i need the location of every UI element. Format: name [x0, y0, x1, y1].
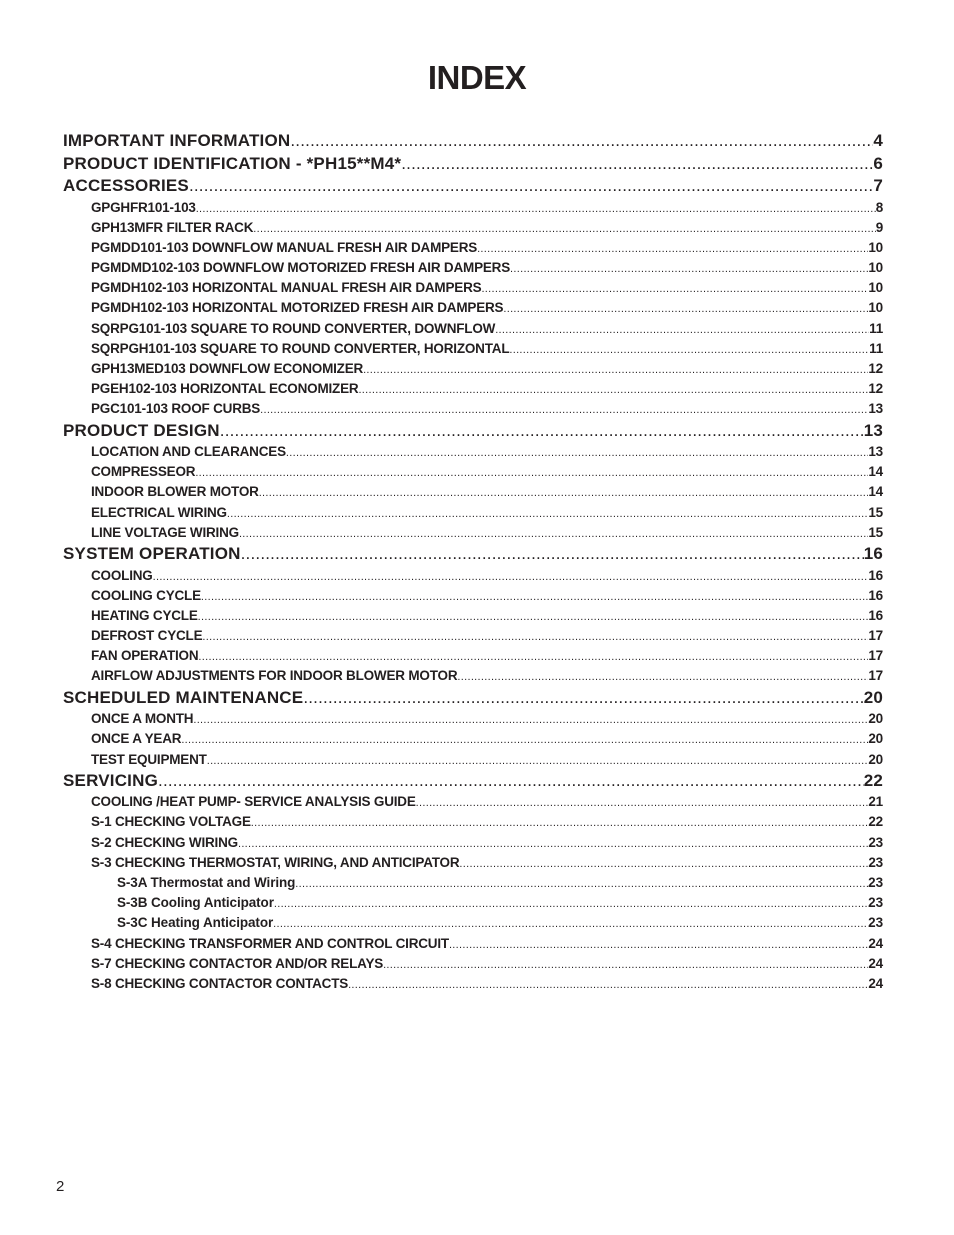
- toc-entry-label: PGMDH102-103 HORIZONTAL MOTORIZED FRESH AIR DAMPERS: [91, 300, 504, 316]
- toc-entry-label: LOCATION AND CLEARANCES: [91, 444, 286, 460]
- dot-leader: [348, 975, 868, 995]
- dot-leader: [303, 687, 863, 710]
- toc-entry-page: 23: [868, 834, 883, 850]
- toc-section-entry: [63, 770, 883, 793]
- toc-subsection-entry: [63, 606, 883, 626]
- dot-leader: [238, 834, 868, 854]
- dot-leader: [153, 567, 869, 587]
- toc-subsection-entry: [63, 566, 883, 586]
- toc-entry-label: PGEH102-103 HORIZONTAL ECONOMIZER: [91, 381, 359, 397]
- toc-section-entry: [63, 543, 883, 566]
- toc-entry-page: 13: [868, 401, 883, 417]
- toc-entry-label: SCHEDULED MAINTENANCE: [63, 687, 304, 707]
- toc-subsection-entry: [63, 198, 883, 218]
- toc-entry-page: 24: [868, 935, 883, 951]
- toc-subsection-entry: [63, 792, 883, 812]
- toc-subsection-entry: [63, 319, 883, 339]
- toc-entry-label: S-4 CHECKING TRANSFORMER AND CONTROL CIRCUIT: [91, 935, 449, 951]
- toc-entry-page: 20: [868, 751, 883, 767]
- toc-entry-label: COOLING CYCLE: [91, 587, 201, 603]
- dot-leader: [196, 199, 876, 219]
- toc-entry-label: AIRFLOW ADJUSTMENTS FOR INDOOR BLOWER MOTOR: [91, 668, 458, 684]
- toc-entry-label: S-7 CHECKING CONTACTOR AND/OR RELAYS: [91, 955, 384, 971]
- dot-leader: [416, 793, 869, 813]
- toc-entry-page: 10: [868, 300, 883, 316]
- toc-entry-page: 20: [868, 731, 883, 747]
- toc-entry-page: 24: [868, 975, 883, 991]
- toc-subsection-entry: [63, 893, 883, 913]
- toc-subsection-entry: [63, 873, 883, 893]
- dot-leader: [260, 400, 868, 420]
- toc-section-entry: [63, 130, 883, 153]
- dot-leader: [290, 130, 873, 153]
- toc-entry-label: ONCE A MONTH: [91, 711, 194, 727]
- toc-subsection-entry: [63, 462, 883, 482]
- toc-entry-label: ONCE A YEAR: [91, 731, 182, 747]
- toc-subsection-entry: [63, 974, 883, 994]
- toc-entry-label: S-3B Cooling Anticipator: [117, 895, 274, 911]
- toc-entry-label: TEST EQUIPMENT: [91, 751, 207, 767]
- toc-subsection-entry: [63, 853, 883, 873]
- toc-entry-page: 17: [868, 628, 883, 644]
- toc-entry-label: S-3 CHECKING THERMOSTAT, WIRING, AND ANTICIPATOR: [91, 854, 460, 870]
- page-number: 2: [56, 1178, 65, 1195]
- toc-entry-label: GPH13MED103 DOWNFLOW ECONOMIZER: [91, 361, 364, 376]
- toc-entry-page: 16: [868, 587, 883, 603]
- dot-leader: [193, 710, 868, 730]
- toc-subsection-entry: [63, 399, 883, 419]
- toc-entry-page: 10: [868, 260, 883, 276]
- toc-entry-label: GPGHFR101-103: [91, 199, 196, 215]
- toc-entry-page: 15: [868, 504, 883, 520]
- toc-entry-page: 12: [868, 361, 883, 376]
- dot-leader: [274, 894, 868, 914]
- toc-entry-label: SYSTEM OPERATION: [63, 544, 241, 563]
- toc-entry-label: ELECTRICAL WIRING: [91, 504, 227, 520]
- dot-leader: [477, 239, 868, 259]
- dot-leader: [363, 360, 868, 380]
- toc-entry-page: 11: [869, 340, 883, 356]
- toc-entry-page: 15: [868, 524, 883, 540]
- toc-entry-label: COOLING: [91, 567, 153, 583]
- toc-entry-page: 12: [868, 381, 883, 397]
- dot-leader: [459, 854, 868, 874]
- dot-leader: [457, 667, 868, 687]
- dot-leader: [181, 730, 868, 750]
- toc-entry-label: S-3C Heating Anticipator: [117, 915, 274, 931]
- toc-entry-page: 16: [863, 544, 883, 563]
- dot-leader: [273, 914, 868, 934]
- toc-entry-label: PGC101-103 ROOF CURBS: [91, 401, 261, 417]
- toc-entry-label: INDOOR BLOWER MOTOR: [91, 484, 259, 500]
- toc-entry-label: SQRPG101-103 SQUARE TO ROUND CONVERTER, DOWNFLOW: [91, 320, 496, 336]
- toc-entry-page: 8: [875, 199, 883, 215]
- toc-entry-page: 10: [868, 280, 883, 296]
- dot-leader: [509, 340, 869, 360]
- toc-subsection-entry: [63, 218, 883, 238]
- toc-subsection-entry: [63, 238, 883, 258]
- toc-entry-page: 17: [868, 668, 883, 684]
- toc-entry-label: ACCESSORIES: [63, 176, 189, 195]
- toc-subsection-entry: [63, 258, 883, 278]
- toc-entry-page: 22: [868, 814, 883, 830]
- toc-entry-page: 22: [863, 770, 883, 790]
- dot-leader: [510, 259, 868, 279]
- dot-leader: [358, 380, 868, 400]
- toc-entry-label: COOLING /HEAT PUMP- SERVICE ANALYSIS GUIDE: [91, 794, 416, 810]
- dot-leader: [495, 320, 869, 340]
- toc-entry-page: 11: [869, 320, 883, 336]
- dot-leader: [253, 219, 875, 239]
- toc-entry-page: 14: [868, 464, 883, 480]
- toc-entry-page: 20: [863, 687, 883, 707]
- toc-section-entry: [63, 687, 883, 710]
- toc-entry-page: 7: [873, 176, 883, 195]
- toc-subsection-entry: [63, 523, 883, 543]
- toc-subsection-entry: [63, 482, 883, 502]
- toc-entry-label: S-2 CHECKING WIRING: [91, 834, 238, 850]
- dot-leader: [241, 543, 864, 566]
- dot-leader: [449, 935, 868, 955]
- dot-leader: [295, 874, 868, 894]
- dot-leader: [503, 299, 868, 319]
- toc-subsection-entry: [63, 379, 883, 399]
- dot-leader: [220, 420, 864, 443]
- toc-entry-page: 17: [868, 648, 883, 664]
- dot-leader: [198, 647, 868, 667]
- toc-section-entry: [63, 153, 883, 176]
- toc-entry-page: 13: [868, 444, 883, 460]
- toc-subsection-entry: [63, 503, 883, 523]
- dot-leader: [198, 607, 869, 627]
- toc-entry-label: DEFROST CYCLE: [91, 628, 203, 644]
- toc-entry-page: 23: [868, 895, 883, 911]
- toc-entry-label: IMPORTANT INFORMATION: [63, 131, 291, 150]
- toc-entry-label: PGMDD101-103 DOWNFLOW MANUAL FRESH AIR DAMPERS: [91, 239, 478, 255]
- toc-entry-page: 14: [868, 484, 883, 500]
- dot-leader: [158, 770, 864, 793]
- toc-entry-label: SQRPGH101-103 SQUARE TO ROUND CONVERTER, HORIZONTAL: [91, 340, 510, 356]
- dot-leader: [227, 504, 869, 524]
- toc-entry-page: 16: [868, 607, 883, 623]
- toc-entry-page: 23: [868, 915, 883, 931]
- dot-leader: [201, 587, 868, 607]
- toc-section-entry: [63, 175, 883, 198]
- toc-entry-label: PRODUCT IDENTIFICATION - *PH15**M4*: [63, 153, 402, 173]
- toc-entry-page: 13: [863, 420, 883, 440]
- toc-entry-page: 20: [868, 711, 883, 727]
- dot-leader: [239, 524, 868, 544]
- toc-entry-label: PGMDMD102-103 DOWNFLOW MOTORIZED FRESH AIR DAMPERS: [91, 260, 511, 276]
- toc-entry-label: S-3A Thermostat and Wiring: [117, 874, 296, 890]
- toc-subsection-entry: [63, 278, 883, 298]
- toc-subsection-entry: [63, 934, 883, 954]
- toc-entry-label: PGMDH102-103 HORIZONTAL MANUAL FRESH AIR DAMPERS: [91, 280, 482, 296]
- dot-leader: [251, 813, 869, 833]
- toc-entry-page: 21: [868, 794, 883, 810]
- toc-subsection-entry: [63, 729, 883, 749]
- toc-entry-label: S-8 CHECKING CONTACTOR CONTACTS: [91, 975, 349, 991]
- toc-entry-label: COMPRESSEOR: [91, 464, 196, 480]
- toc-entry-label: HEATING CYCLE: [91, 607, 198, 623]
- toc-entry-label: GPH13MFR FILTER RACK: [91, 219, 254, 235]
- toc-subsection-entry: [63, 954, 883, 974]
- dot-leader: [202, 627, 868, 647]
- toc-subsection-entry: [63, 913, 883, 933]
- toc-subsection-entry: [63, 666, 883, 686]
- dot-leader: [259, 483, 869, 503]
- toc-subsection-entry: [63, 646, 883, 666]
- toc-section-entry: [63, 420, 883, 443]
- toc-entry-label: S-1 CHECKING VOLTAGE: [91, 814, 251, 830]
- toc-entry-label: FAN OPERATION: [91, 648, 199, 664]
- toc-entry-label: SERVICING: [63, 770, 159, 790]
- toc-entry-page: 16: [868, 567, 883, 583]
- toc-entry-label: LINE VOLTAGE WIRING: [91, 524, 239, 540]
- toc-subsection-entry: [63, 626, 883, 646]
- toc-subsection-entry: [63, 298, 883, 318]
- toc-entry-page: 23: [868, 874, 883, 890]
- toc-entry-page: 4: [873, 131, 883, 150]
- toc-subsection-entry: [63, 812, 883, 832]
- toc-entry-page: 10: [868, 239, 883, 255]
- dot-leader: [481, 279, 868, 299]
- dot-leader: [401, 153, 873, 176]
- dot-leader: [195, 463, 868, 483]
- toc-entry-page: 6: [873, 153, 883, 173]
- toc-entry-label: PRODUCT DESIGN: [63, 420, 220, 440]
- toc-subsection-entry: [63, 359, 883, 379]
- toc-entry-page: 24: [868, 955, 883, 971]
- toc-subsection-entry: [63, 750, 883, 770]
- toc-entry-page: 23: [868, 854, 883, 870]
- toc-subsection-entry: [63, 833, 883, 853]
- dot-leader: [383, 955, 868, 975]
- dot-leader: [286, 443, 868, 463]
- page-title: INDEX: [427, 59, 527, 96]
- toc-subsection-entry: [63, 339, 883, 359]
- dot-leader: [189, 175, 873, 198]
- dot-leader: [207, 751, 869, 771]
- table-of-contents: [63, 130, 883, 994]
- toc-subsection-entry: [63, 709, 883, 729]
- toc-subsection-entry: [63, 442, 883, 462]
- toc-entry-page: 9: [875, 219, 883, 235]
- toc-subsection-entry: [63, 586, 883, 606]
